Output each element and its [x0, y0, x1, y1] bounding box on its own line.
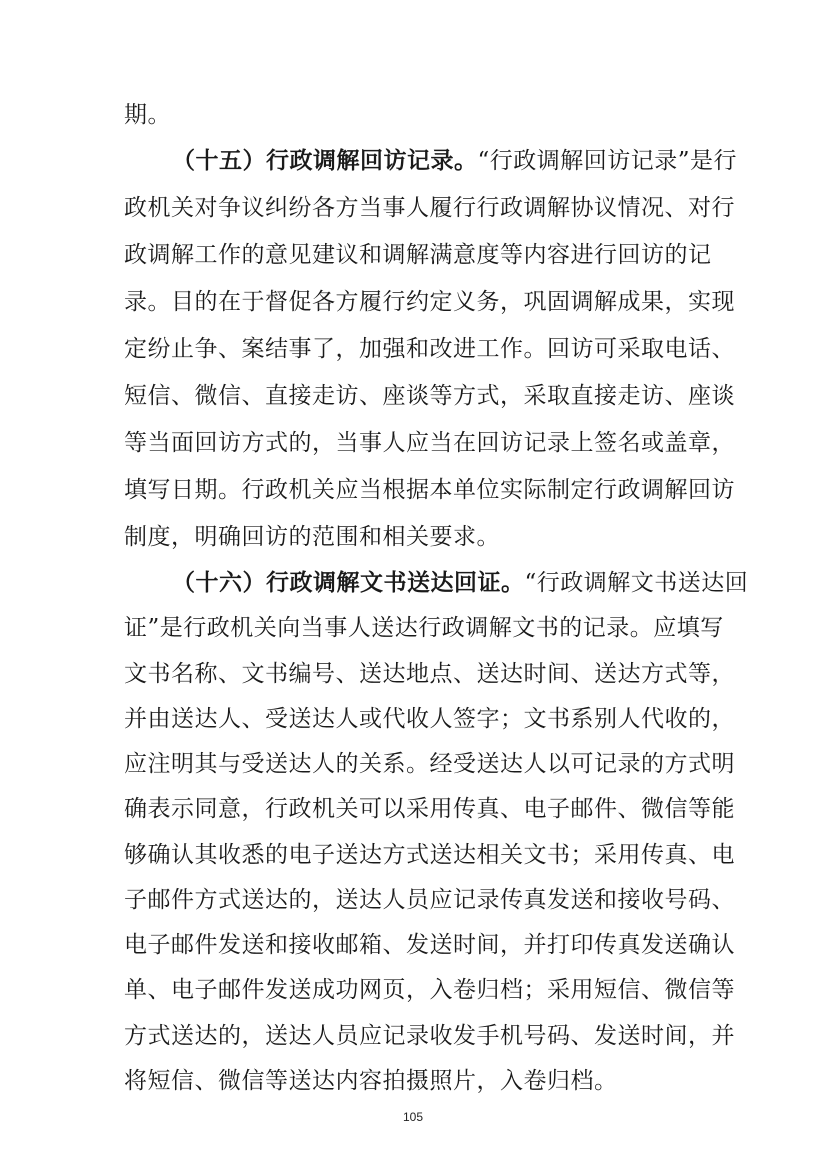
section-16-heading: （十六）行政调解文书送达回证。 [172, 569, 525, 596]
section-16-line: 够确认其收悉的电子送达方式送达相关文书；采用传真、电 [124, 842, 735, 868]
section-16-line: 证”是行政机关向当事人送达行政调解文书的记录。应填写 [124, 615, 724, 641]
paragraph-continuation: 期。 [124, 102, 171, 128]
section-16-first-line [172, 568, 749, 598]
page-number: 105 [402, 1110, 424, 1124]
section-16-line: 并由送达人、受送达人或代收人签字；文书系别人代收的， [124, 706, 735, 732]
section-15-line: 定纷止争、案结事了，加强和改进工作。回访可采取电话、 [124, 336, 735, 362]
section-15-line: 政调解工作的意见建议和调解满意度等内容进行回访的记 [124, 242, 712, 268]
section-15-text: “行政调解回访记录”是行 [477, 148, 738, 174]
section-15-first-line [172, 146, 738, 176]
section-16-line: 将短信、微信等送达内容拍摄照片，入卷归档。 [124, 1068, 618, 1094]
section-15-line: 短信、微信、直接走访、座谈等方式，采取直接走访、座谈 [124, 383, 735, 409]
section-16-line: 子邮件方式送达的，送达人员应记录传真发送和接收号码、 [124, 887, 735, 913]
section-15-line: 录。目的在于督促各方履行约定义务，巩固调解成果，实现 [124, 289, 735, 315]
section-16-line: 单、电子邮件发送成功网页，入卷归档；采用短信、微信等 [124, 977, 735, 1003]
section-16-text: “行政调解文书送达回 [524, 570, 749, 596]
section-16-line: 文书名称、文书编号、送达地点、送达时间、送达方式等， [124, 661, 735, 687]
section-15-line: 制度，明确回访的范围和相关要求。 [124, 524, 500, 550]
section-16-line: 确表示同意，行政机关可以采用传真、电子邮件、微信等能 [124, 796, 735, 822]
section-16-line: 应注明其与受送达人的关系。经受送达人以可记录的方式明 [124, 751, 735, 777]
section-16-line: 电子邮件发送和接收邮箱、发送时间，并打印传真发送确认 [124, 932, 735, 958]
section-15-line: 等当面回访方式的，当事人应当在回访记录上签名或盖章， [124, 430, 735, 456]
section-16-line: 方式送达的，送达人员应记录收发手机号码、发送时间，并 [124, 1023, 735, 1049]
section-15-heading: （十五）行政调解回访记录。 [172, 147, 478, 174]
section-15-line: 填写日期。行政机关应当根据本单位实际制定行政调解回访 [124, 477, 735, 503]
section-15-line: 政机关对争议纠纷各方当事人履行行政调解协议情况、对行 [124, 195, 735, 221]
